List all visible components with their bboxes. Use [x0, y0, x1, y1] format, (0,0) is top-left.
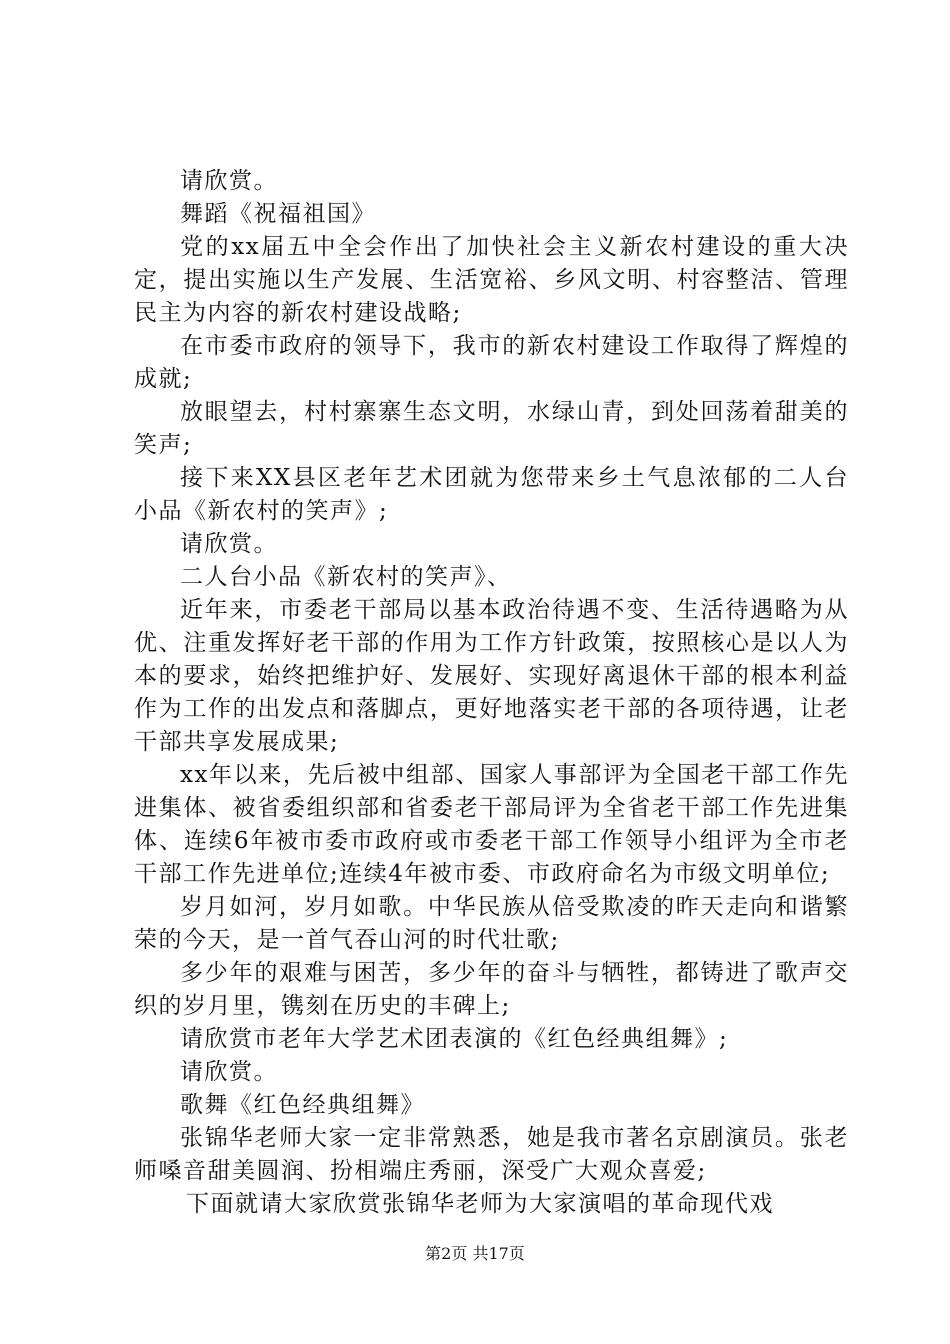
paragraph: 党的xx届五中全会作出了加快社会主义新农村建设的重大决定，提出实施以生产发展、生活宽裕、乡风文明、村容整洁、管理民主为内容的新农村建设战略;: [134, 234, 849, 326]
paragraph: xx年以来，先后被中组部、国家人事部评为全国老干部工作先进集体、被省委组织部和省委老干部局评为全省老干部工作先进集体、连续6年被市委市政府或市委老干部工作领导小组评为全市老干部工作先进单位;连续4年被市委、市政府命名为市级文明单位;: [134, 762, 849, 887]
paragraph: 请欣赏市老年大学艺术团表演的《红色经典组舞》;: [180, 1026, 729, 1052]
page-footer: 第2页 共17页: [425, 1244, 525, 1263]
paragraph: 请欣赏。: [180, 531, 278, 557]
paragraph: 张锦华老师大家一定非常熟悉，她是我市著名京剧演员。张老师嗓音甜美圆润、扮相端庄秀丽，深受广大观众喜爱;: [134, 1125, 849, 1184]
paragraph: 在市委市政府的领导下，我市的新农村建设工作取得了辉煌的成就;: [134, 333, 849, 392]
paragraph: 二人台小品《新农村的笑声》、: [180, 564, 512, 590]
document-body: [134, 165, 849, 1221]
paragraph: 近年来，市委老干部局以基本政治待遇不变、生活待遇略为从优、注重发挥好老干部的作用为工作方针政策，按照核心是以人为本的要求，始终把维护好、发展好、实现好离退休干部的根本利益作为工作的出发点和落脚点，更好地落实老干部的各项待遇，让老干部共享发展成果;: [134, 597, 849, 755]
paragraph: 下面就请大家欣赏张锦华老师为大家演唱的革命现代戏: [186, 1191, 774, 1217]
paragraph: 请欣赏。: [180, 168, 278, 194]
paragraph: 舞蹈《祝福祖国》: [180, 201, 376, 227]
paragraph: 歌舞《红色经典组舞》: [180, 1092, 425, 1118]
paragraph: 岁月如河，岁月如歌。中华民族从倍受欺凌的昨天走向和谐繁荣的今天，是一首气吞山河的时代壮歌;: [134, 894, 849, 953]
paragraph: 多少年的艰难与困苦，多少年的奋斗与牺牲，都铸进了歌声交织的岁月里，镌刻在历史的丰碑上;: [134, 960, 849, 1019]
paragraph: 放眼望去，村村寨寨生态文明，水绿山青，到处回荡着甜美的笑声;: [134, 399, 849, 458]
paragraph: 请欣赏。: [180, 1059, 278, 1085]
paragraph: 接下来XX县区老年艺术团就为您带来乡土气息浓郁的二人台小品《新农村的笑声》;: [134, 465, 849, 524]
